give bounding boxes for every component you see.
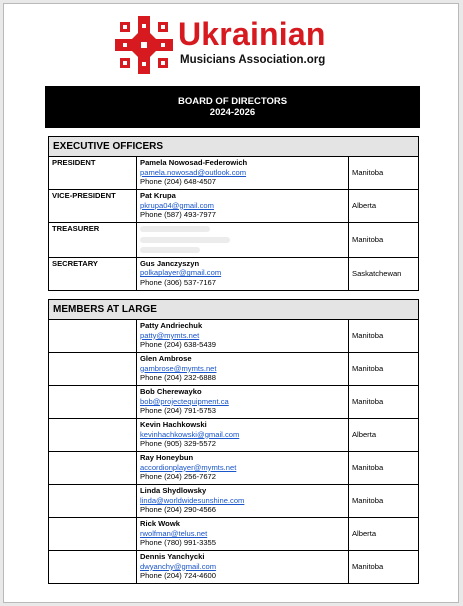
contact-cell [137,452,349,485]
empty-role-cell [49,485,137,518]
table-row [49,386,419,419]
province-cell: Alberta [349,190,419,223]
empty-role-cell [49,419,137,452]
contact-cell [137,419,349,452]
empty-role-cell [49,353,137,386]
province-cell: Manitoba [348,386,418,419]
phone-text: Phone (204) 232-6888 [140,373,216,383]
contact-cell [137,157,349,190]
person-name: Gus Janczyszyn [140,258,200,268]
phone-text: Phone (204) 648-4507 [140,177,216,187]
redacted-contact-cell [137,223,349,258]
province-cell: Manitoba [349,157,419,190]
table-row [49,452,419,485]
role-label: VICE-PRESIDENT [49,190,137,223]
table-row [49,223,419,258]
table-row [49,485,419,518]
phone-text: Phone (587) 493-7977 [140,210,216,220]
board-header [45,86,420,128]
phone-text: Phone (306) 537-7167 [140,277,216,287]
role-label: TREASURER [49,223,137,258]
table-row [49,353,419,386]
email-link[interactable]: gambrose@mymts.net [140,363,217,373]
section-heading: MEMBERS AT LARGE [49,300,419,320]
contact-cell [137,320,349,353]
province-cell: Manitoba [348,485,418,518]
phone-text: Phone (204) 290-4566 [140,505,216,515]
section-heading-row [49,137,419,157]
empty-role-cell [49,518,137,551]
members-at-large-table [48,299,419,584]
province-cell: Alberta [348,518,418,551]
redacted-email [140,237,230,243]
phone-text: Phone (204) 256-7672 [140,472,216,482]
contact-cell [137,386,349,419]
province-cell: Manitoba [348,551,418,584]
document-page [3,3,459,603]
province-cell: Alberta [348,419,418,452]
email-link[interactable]: accordionplayer@mymts.net [140,462,237,472]
table-row [49,419,419,452]
redacted-phone [140,247,200,253]
empty-role-cell [49,386,137,419]
person-name: Dennis Yanchycki [140,552,205,561]
person-name: Linda Shydlowsky [140,486,207,495]
email-link[interactable]: polkaplayer@gmail.com [140,268,222,278]
phone-text: Phone (204) 724-4600 [140,571,216,581]
logo-subtitle: Musicians Association.org [180,54,326,66]
person-name: Bob Cherewayko [140,387,202,396]
redacted-name [140,226,210,232]
email-link[interactable]: rwolfman@telus.net [140,528,208,538]
table-row [49,551,419,584]
header-title: BOARD OF DIRECTORS [177,96,288,107]
logo-title: Ukrainian [178,16,326,52]
email-link[interactable]: bob@projectequipment.ca [140,396,229,406]
empty-role-cell [49,551,137,584]
person-name: Glen Ambrose [140,354,192,363]
phone-text: Phone (204) 638-5439 [140,340,216,350]
phone-text: Phone (780) 991-3355 [140,538,216,548]
table-row [49,157,419,190]
association-logo [112,14,344,76]
table-row [49,190,419,223]
members-body [49,320,419,584]
contact-cell [137,485,349,518]
ukrainian-embroidery-cross-icon [112,14,176,76]
phone-text: Phone (905) 329-5572 [140,439,216,449]
province-cell: Manitoba [348,452,418,485]
executive-officers-table [48,136,419,291]
contact-cell [137,518,349,551]
contact-cell [137,353,349,386]
table-row [49,257,419,290]
person-name: Pat Krupa [140,191,176,200]
contact-cell [137,190,349,223]
email-link[interactable]: kevinhachkowski@gmail.com [140,429,240,439]
empty-role-cell [49,452,137,485]
section-heading-row [49,300,419,320]
role-label: PRESIDENT [49,157,137,190]
province-cell: Saskatchewan [349,257,419,290]
section-heading: EXECUTIVE OFFICERS [49,137,419,157]
role-label: SECRETARY [49,257,137,290]
header-years: 2024-2026 [209,107,256,118]
email-link[interactable]: dwyanchy@gmail.com [140,561,217,571]
phone-text: Phone (204) 791-5753 [140,406,216,416]
person-name: Patty Andriechuk [140,321,203,330]
contact-cell [137,257,349,290]
contact-cell [137,551,349,584]
table-row [49,518,419,551]
table-row [49,320,419,353]
person-name: Ray Honeybun [140,453,194,462]
empty-role-cell [49,320,137,353]
person-name: Kevin Hachkowski [140,420,207,429]
province-cell: Manitoba [348,353,418,386]
email-link[interactable]: pamela.nowosad@outlook.com [140,167,247,177]
person-name: Pamela Nowosad-Federowich [140,158,248,167]
email-link[interactable]: pkrupa04@gmail.com [140,200,214,210]
person-name: Rick Wowk [140,519,180,528]
email-link[interactable]: patty@mymts.net [140,330,200,340]
email-link[interactable]: linda@worldwidesunshine.com [140,495,245,505]
province-cell: Manitoba [348,320,418,353]
province-cell: Manitoba [349,223,419,258]
